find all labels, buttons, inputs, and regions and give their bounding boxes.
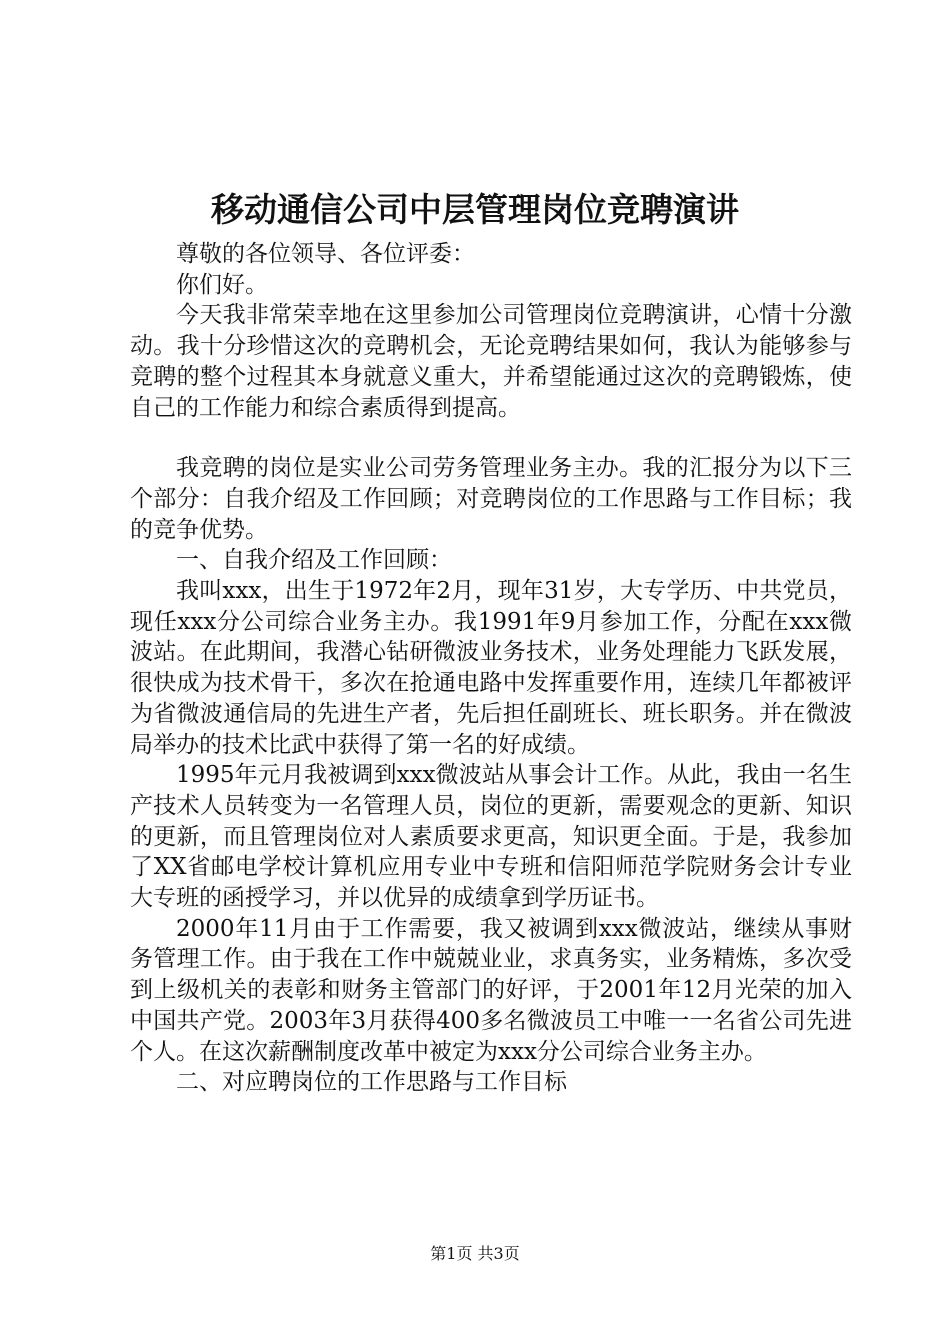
paragraph-1995: 1995年元月我被调到xxx微波站从事会计工作。从此，我由一名生产技术人员转变为一名管理人员，岗位的更新，需要观念的更新、知识的更新，而且管理岗位对人素质要求更高，知识更全面。于是，我参加了XX省邮电学校计算机应用专业中专班和信阳师范学院财务会计专业大专班的函授学习，并以优异的成绩拿到学历证书。 <box>130 762 852 912</box>
page-footer: 第1页 共3页 <box>430 1244 520 1263</box>
paragraph-self-intro: 我叫xxx，出生于1972年2月，现年31岁，大专学历、中共党员，现任xxx分公司综合业务主办。我1991年9月参加工作，分配在xxx微波站。在此期间，我潜心钻研微波业务技术，业务处理能力飞跃发展，很快成为技术骨干，多次在抢通电路中发挥重要作用，连续几年都被评为省微波通信局的先进生产者，先后担任副班长、班长职务。并在微波局举办的技术比武中获得了第一名的好成绩。 <box>130 578 852 758</box>
section-heading-2: 二、对应聘岗位的工作思路与工作目标 <box>176 1069 567 1096</box>
greeting: 你们好。 <box>176 271 268 298</box>
document-title: 移动通信公司中层管理岗位竞聘演讲 <box>211 190 739 229</box>
document-body <box>130 239 852 1098</box>
section-heading-1: 一、自我介绍及工作回顾： <box>176 547 452 574</box>
paragraph-2000: 2000年11月由于工作需要，我又被调到xxx微波站，继续从事财务管理工作。由于我在工作中兢兢业业，求真务实，业务精炼，多次受到上级机关的表彰和财务主管部门的好评，于2001年12月光荣的加入中国共产党。2003年3月获得400多名微波员工中唯一一名省公司先进个人。在这次薪酬制度改革中被定为xxx分公司综合业务主办。 <box>130 915 852 1065</box>
paragraph-position: 我竞聘的岗位是实业公司劳务管理业务主办。我的汇报分为以下三个部分：自我介绍及工作回顾；对竞聘岗位的工作思路与工作目标；我的竞争优势。 <box>130 455 852 543</box>
paragraph-intro: 今天我非常荣幸地在这里参加公司管理岗位竞聘演讲，心情十分激动。我十分珍惜这次的竞聘机会，无论竞聘结果如何，我认为能够参与竞聘的整个过程其本身就意义重大，并希望能通过这次的竞聘锻炼，使自己的工作能力和综合素质得到提高。 <box>130 302 852 421</box>
salutation: 尊敬的各位领导、各位评委： <box>176 241 475 267</box>
